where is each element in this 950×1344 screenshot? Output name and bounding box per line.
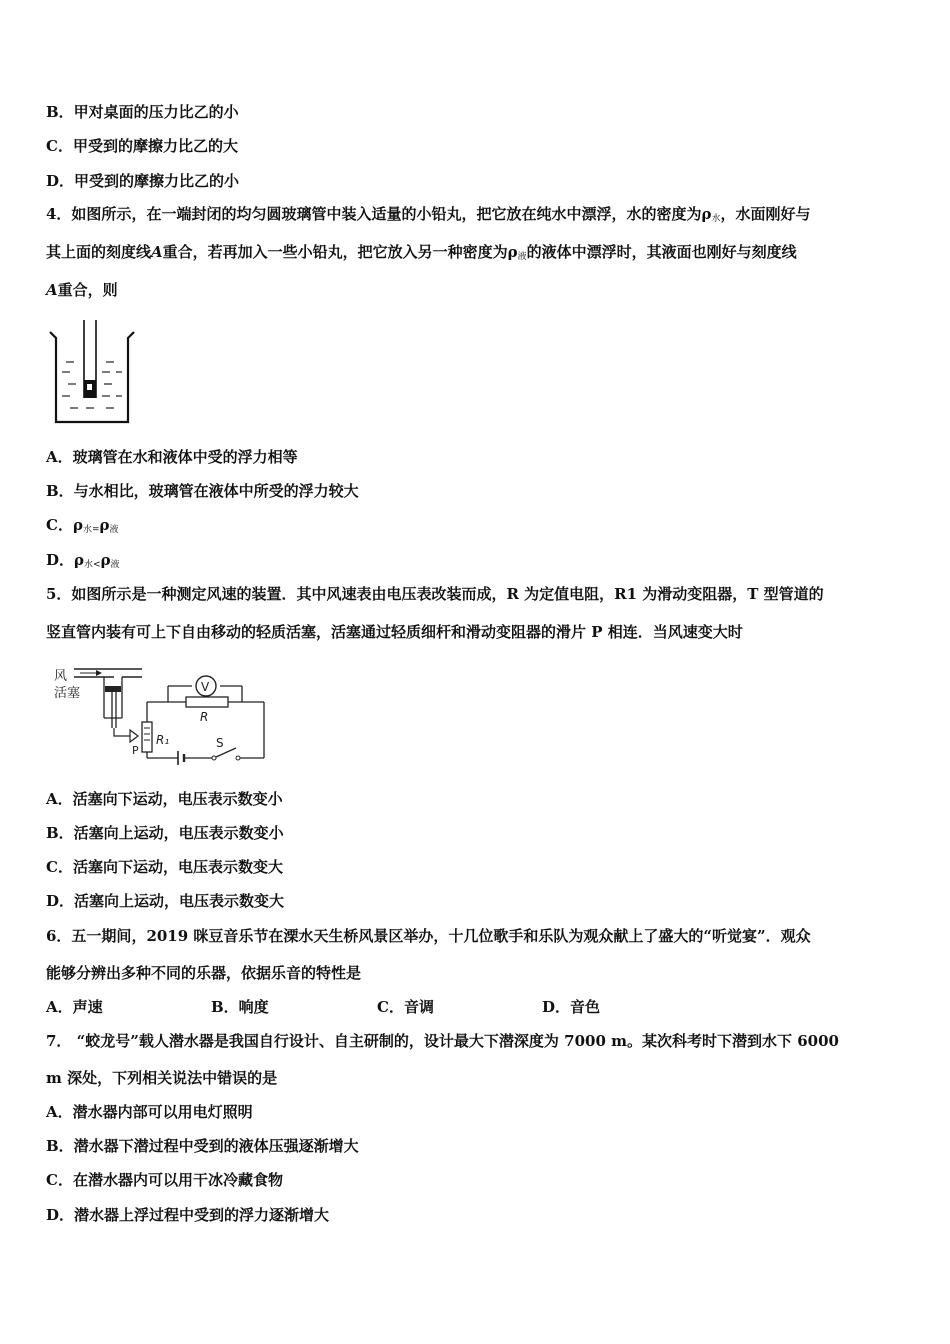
fig-label-voltmeter: V — [201, 680, 210, 694]
q5-stem-line2: 竖直管内装有可上下自由移动的轻质活塞，活塞通过轻质细杆和滑动变阻器的滑片 P 相连．当风速变大时 — [46, 623, 743, 641]
q6-option-a: A．声速 — [46, 998, 103, 1016]
q4-option-c: C．$\rho_{水=}\rho_液$ — [46, 516, 119, 535]
q7-option-a: A．潜水器内部可以用电灯照明 — [46, 1103, 253, 1121]
q6-stem-line2: 能够分辨出多种不同的乐器，依据乐音的特性是 — [46, 964, 362, 982]
q4-stem-line1: 4．如图所示，在一端封闭的均匀圆玻璃管中装入适量的小铅丸，把它放在纯水中漂浮，水的密度为$\rho_水$，水面刚好与 — [46, 205, 811, 224]
fig-label-wind: 风 — [54, 669, 68, 684]
q7-option-c: C．在潜水器内可以用干冰冷藏食物 — [46, 1171, 283, 1189]
q7-stem-line2: m 深处，下列相关说法中错误的是 — [46, 1069, 278, 1087]
q7-option-b: B．潜水器下潜过程中受到的液体压强逐渐增大 — [46, 1137, 359, 1155]
fig-label-switch-s: S — [216, 736, 224, 750]
q5-wind-circuit-figure — [46, 658, 278, 768]
fig-label-piston: 活塞 — [54, 686, 81, 701]
fig-label-r1: R₁ — [156, 733, 170, 747]
q4-option-a: A．玻璃管在水和液体中受的浮力相等 — [46, 448, 298, 466]
q3-option-b: B．甲对桌面的压力比乙的小 — [46, 103, 239, 121]
q7-stem-line1: 7． “蛟龙号”载人潜水器是我国自行设计、自主研制的，设计最大下潜深度为 7000 m。某次科考时下潜到水下 6000 — [46, 1032, 839, 1050]
fig-label-slider-p: P — [132, 744, 139, 757]
q4-beaker-figure — [46, 318, 136, 430]
fig-label-r: R — [200, 710, 209, 724]
q4-stem-line2: 其上面的刻度线A重合，若再加入一些小铅丸，把它放入另一种密度为$\rho_液$的液体中漂浮时，其液面也刚好与刻度线 — [46, 243, 797, 262]
q4-option-d: D．$\rho_{水<}\rho_液$ — [46, 551, 120, 570]
q4-option-b: B．与水相比，玻璃管在液体中所受的浮力较大 — [46, 482, 359, 500]
q6-option-c: C．音调 — [377, 998, 434, 1016]
q7-option-d: D．潜水器上浮过程中受到的浮力逐渐增大 — [46, 1206, 330, 1224]
q5-stem-line1: 5．如图所示是一种测定风速的装置．其中风速表由电压表改装而成，R 为定值电阻，R1 为滑动变阻器，T 型管道的 — [46, 585, 824, 603]
q3-option-c: C．甲受到的摩擦力比乙的大 — [46, 137, 238, 155]
q3-option-d: D．甲受到的摩擦力比乙的小 — [46, 172, 240, 190]
q5-option-d: D．活塞向上运动，电压表示数变大 — [46, 892, 285, 910]
q5-option-b: B．活塞向上运动，电压表示数变小 — [46, 824, 284, 842]
q5-option-c: C．活塞向下运动，电压表示数变大 — [46, 858, 283, 876]
q5-option-a: A．活塞向下运动，电压表示数变小 — [46, 790, 283, 808]
q6-option-b: B．响度 — [211, 998, 269, 1016]
q6-option-d: D．音色 — [542, 998, 601, 1016]
q6-stem-line1: 6．五一期间，2019 咪豆音乐节在溧水天生桥风景区举办，十几位歌手和乐队为观众献上了盛大的“听觉宴”．观众 — [46, 927, 811, 945]
q4-stem-line3: A重合，则 — [46, 281, 118, 299]
